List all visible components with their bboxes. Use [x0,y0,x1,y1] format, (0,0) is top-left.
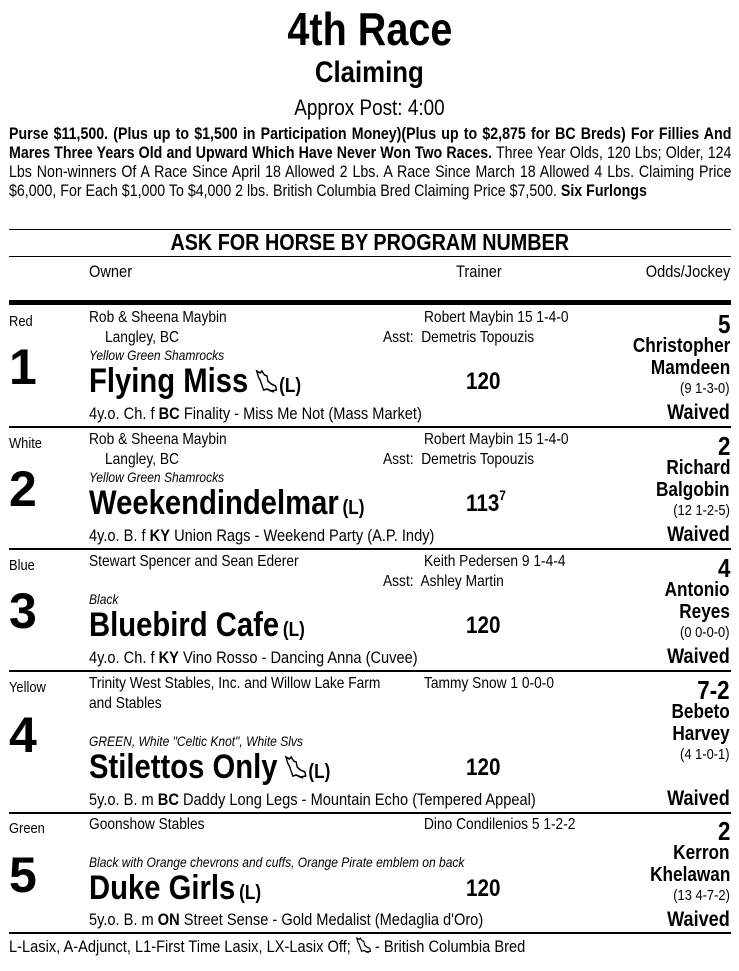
lasix-indicator: (L) [308,761,331,783]
owner: Trinity West Stables, Inc. and Willow Lake Farm [89,675,381,692]
horse-name: Stilettos Only [89,748,278,786]
silks: Black with Orange chevrons and cuffs, Orange Pirate emblem on back [89,854,465,870]
jockey-first-name: Kerron [673,842,730,864]
horse-name: Flying Miss [89,362,249,400]
weight: 120 [466,612,501,639]
program-number: 1 [9,339,37,395]
jockey-first-name: Christopher [632,335,730,357]
horse-name-line [89,606,340,645]
weight: 120 [466,368,501,395]
distance-text: Six Furlongs [560,182,647,200]
saddle-cloth-color: Blue [9,557,35,574]
lasix-indicator: (L) [282,619,305,641]
horse-name-line [89,869,289,908]
program-number: 4 [9,707,37,763]
divider [9,426,731,428]
odds-jockey-column-header: Odds/Jockey [645,262,730,281]
pedigree: 5y.o. B. m ON Street Sense - Gold Medalist (Medaglia d'Oro) [89,910,484,929]
program-header: ASK FOR HORSE BY PROGRAM NUMBER [170,229,569,255]
morning-line-odds: 2 [717,431,730,461]
assistant-trainer: Asst: Ashley Martin [383,573,504,590]
race-conditions [9,125,731,201]
jockey-last-name: Khelawan [649,864,730,886]
owner: Rob & Sheena Maybin [89,431,227,448]
trainer: Robert Maybin 15 1-4-0 [424,431,569,448]
jockey-first-name: Antonio [665,579,730,601]
claim-status: Waived [667,401,730,424]
program-number: 5 [9,847,37,903]
purse-text: Purse $11,500. (Plus up to $1,500 in Participation Money)(Plus up to $2,875 for BC Breds) For Fillies And Mares Three Years Old and Upward Which Have Never Won Two Races. [9,125,732,162]
lasix-indicator: (L) [279,375,302,397]
saddle-cloth-color: Red [9,313,33,330]
morning-line-odds: 5 [717,309,730,339]
weight: 120 [466,754,501,781]
pedigree: 4y.o. B. f KY Union Rags - Weekend Party (A.P. Indy) [89,526,435,545]
trainer: Tammy Snow 1 0-0-0 [424,675,555,692]
morning-line-odds: 7-2 [697,675,730,705]
claim-status: Waived [667,908,730,931]
morning-line-odds: 4 [717,553,730,583]
bc-bred-icon [283,754,309,780]
claim-status: Waived [667,645,730,668]
claim-status: Waived [667,523,730,546]
owner-continued: and Stables [89,695,162,712]
pedigree: 4y.o. Ch. f KY Vino Rosso - Dancing Anna (Cuvee) [89,648,418,667]
divider [9,932,731,934]
silks: Black [89,591,119,607]
conditions-text: Three Year Olds, 120 Lbs; Older, 124 Lbs Non-winners Of A Race Since April 18 Allowed 2 Lbs. A Race Since March 18 Allowed 4 Lbs. Claiming Price $6,000, For Each $1,000 To $4,000 2 lbs. British Columbia Bred Claiming Price $7,500. [9,144,732,200]
bc-bred-legend: - British Columbia Bred [374,937,526,956]
divider-thick [9,300,731,305]
jockey-record: (12 1-2-5) [673,502,730,519]
owner: Stewart Spencer and Sean Ederer [89,553,299,570]
owner-location: Langley, BC [105,329,179,346]
saddle-cloth-color: Green [9,820,45,837]
silks: GREEN, White "Celtic Knot", White Slvs [89,733,303,749]
jockey-last-name: Harvey [672,723,730,745]
owner: Goonshow Stables [89,816,205,833]
assistant-trainer: Asst: Demetris Topouzis [383,451,535,468]
horse-name: Duke Girls [89,869,236,907]
saddle-cloth-color: White [9,435,42,452]
trainer-column-header: Trainer [456,262,502,281]
trainer: Keith Pedersen 9 1-4-4 [424,553,566,570]
jockey-record: (13 4-7-2) [673,887,730,904]
bc-bred-icon [253,368,279,394]
lasix-indicator: (L) [342,497,365,519]
horse-name: Bluebird Cafe [89,606,280,644]
saddle-cloth-color: Yellow [9,679,46,696]
race-type: Claiming [315,56,424,89]
lasix-indicator: (L) [239,882,262,904]
legend-footer [9,936,609,957]
horse-name: Weekendindelmar [89,484,339,522]
divider [9,812,731,814]
horse-name-line [89,484,409,523]
trainer: Robert Maybin 15 1-4-0 [424,309,569,326]
assistant-trainer: Asst: Demetris Topouzis [383,329,535,346]
race-title: 4th Race [287,3,452,55]
trainer: Dino Condilenios 5 1-2-2 [424,816,576,833]
horse-name-line [89,748,370,787]
claim-status: Waived [667,787,730,810]
silks: Yellow Green Shamrocks [89,347,225,363]
bc-bred-icon [354,936,373,954]
divider [9,670,731,672]
jockey-record: (9 1-3-0) [680,380,730,397]
jockey-last-name: Reyes [679,601,730,623]
jockey-record: (0 0-0-0) [680,624,730,641]
owner-location: Langley, BC [105,451,179,468]
divider [9,256,731,257]
program-number: 2 [9,461,37,517]
owner: Rob & Sheena Maybin [89,309,227,326]
horse-name-line [89,362,336,401]
jockey-first-name: Richard [665,457,730,479]
jockey-last-name: Balgobin [656,479,730,501]
jockey-first-name: Bebeto [671,701,730,723]
pedigree: 4y.o. Ch. f BC Finality - Miss Me Not (Mass Market) [89,404,422,423]
divider [9,548,731,550]
jockey-record: (4 1-0-1) [680,746,730,763]
weight: $113^7$ [466,487,507,517]
weight: 120 [466,875,501,902]
morning-line-odds: 2 [717,816,730,846]
post-time: Approx Post: 4:00 [294,95,445,120]
pedigree: 5y.o. B. m BC Daddy Long Legs - Mountain Echo (Tempered Appeal) [89,790,536,809]
lasix-legend: L-Lasix, A-Adjunct, L1-First Time Lasix, LX-Lasix Off; [9,937,351,956]
silks: Yellow Green Shamrocks [89,469,225,485]
jockey-last-name: Mamdeen [650,357,730,379]
program-number: 3 [9,583,37,639]
owner-column-header: Owner [89,262,133,281]
